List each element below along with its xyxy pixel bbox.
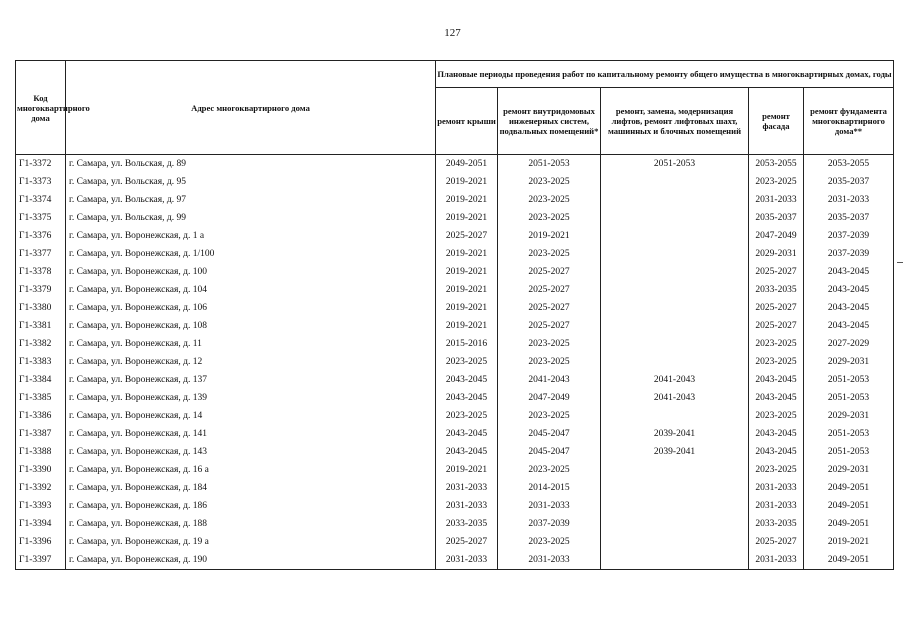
cell-address: г. Самара, ул. Воронежская, д. 16 а — [66, 461, 436, 479]
page-number: 127 — [444, 27, 461, 39]
cell-engineering: 2023-2025 — [498, 533, 601, 551]
cell-foundation: 2029-2031 — [804, 407, 894, 425]
cell-engineering: 2023-2025 — [498, 461, 601, 479]
cell-roof: 2025-2027 — [436, 533, 498, 551]
cell-foundation: 2037-2039 — [804, 245, 894, 263]
table-row — [16, 281, 894, 299]
cell-address: г. Самара, ул. Вольская, д. 97 — [66, 191, 436, 209]
table-row — [16, 353, 894, 371]
cell-address: г. Самара, ул. Воронежская, д. 14 — [66, 407, 436, 425]
cell-foundation: 2037-2039 — [804, 227, 894, 245]
cell-elevators — [601, 191, 749, 209]
cell-engineering: 2025-2027 — [498, 263, 601, 281]
cell-foundation: 2053-2055 — [804, 155, 894, 174]
cell-engineering: 2023-2025 — [498, 209, 601, 227]
cell-code: Г1-3397 — [16, 551, 66, 570]
cell-address: г. Самара, ул. Воронежская, д. 104 — [66, 281, 436, 299]
table-row — [16, 173, 894, 191]
cell-code: Г1-3385 — [16, 389, 66, 407]
table-row — [16, 425, 894, 443]
cell-address: г. Самара, ул. Воронежская, д. 1/100 — [66, 245, 436, 263]
cell-roof: 2019-2021 — [436, 209, 498, 227]
cell-engineering: 2025-2027 — [498, 317, 601, 335]
cell-elevators — [601, 551, 749, 570]
cell-code: Г1-3378 — [16, 263, 66, 281]
cell-foundation: 2019-2021 — [804, 533, 894, 551]
cell-facade: 2025-2027 — [749, 533, 804, 551]
cell-roof: 2019-2021 — [436, 263, 498, 281]
cell-engineering: 2045-2047 — [498, 443, 601, 461]
cell-roof: 2019-2021 — [436, 317, 498, 335]
cell-facade: 2033-2035 — [749, 515, 804, 533]
cell-engineering: 2051-2053 — [498, 155, 601, 174]
cell-code: Г1-3372 — [16, 155, 66, 174]
cell-engineering: 2023-2025 — [498, 191, 601, 209]
cell-code: Г1-3394 — [16, 515, 66, 533]
cell-roof: 2031-2033 — [436, 551, 498, 570]
cell-elevators: 2041-2043 — [601, 371, 749, 389]
table-row — [16, 407, 894, 425]
table-row — [16, 317, 894, 335]
cell-roof: 2033-2035 — [436, 515, 498, 533]
table-row — [16, 515, 894, 533]
cell-facade: 2029-2031 — [749, 245, 804, 263]
cell-elevators: 2039-2041 — [601, 425, 749, 443]
table-row — [16, 533, 894, 551]
cell-roof: 2043-2045 — [436, 389, 498, 407]
table-row — [16, 227, 894, 245]
table-row — [16, 551, 894, 570]
cell-engineering: 2023-2025 — [498, 353, 601, 371]
cell-engineering: 2047-2049 — [498, 389, 601, 407]
cell-address: г. Самара, ул. Воронежская, д. 143 — [66, 443, 436, 461]
cell-facade: 2043-2045 — [749, 389, 804, 407]
cell-engineering: 2031-2033 — [498, 551, 601, 570]
table-row — [16, 497, 894, 515]
cell-elevators — [601, 209, 749, 227]
cell-address: г. Самара, ул. Вольская, д. 99 — [66, 209, 436, 227]
header-elevators: ремонт, замена, модернизация лифтов, ремонт лифтовых шахт, машинных и блочных помещений — [601, 88, 749, 155]
cell-foundation: 2051-2053 — [804, 389, 894, 407]
cell-code: Г1-3388 — [16, 443, 66, 461]
cell-elevators — [601, 407, 749, 425]
cell-elevators — [601, 281, 749, 299]
cell-engineering: 2041-2043 — [498, 371, 601, 389]
cell-address: г. Самара, ул. Воронежская, д. 1 а — [66, 227, 436, 245]
table-row — [16, 371, 894, 389]
table-row — [16, 191, 894, 209]
cell-address: г. Самара, ул. Воронежская, д. 108 — [66, 317, 436, 335]
cell-foundation: 2043-2045 — [804, 299, 894, 317]
cell-facade: 2031-2033 — [749, 551, 804, 570]
cell-roof: 2019-2021 — [436, 245, 498, 263]
cell-code: Г1-3382 — [16, 335, 66, 353]
cell-elevators — [601, 533, 749, 551]
cell-code: Г1-3374 — [16, 191, 66, 209]
cell-roof: 2031-2033 — [436, 479, 498, 497]
cell-code: Г1-3383 — [16, 353, 66, 371]
cell-code: Г1-3386 — [16, 407, 66, 425]
cell-roof: 2015-2016 — [436, 335, 498, 353]
cell-roof: 2025-2027 — [436, 227, 498, 245]
cell-foundation: 2051-2053 — [804, 371, 894, 389]
cell-engineering: 2023-2025 — [498, 245, 601, 263]
cell-engineering: 2019-2021 — [498, 227, 601, 245]
cell-code: Г1-3384 — [16, 371, 66, 389]
cell-elevators — [601, 299, 749, 317]
cell-facade: 2025-2027 — [749, 299, 804, 317]
header-code: Код многоквартирного дома — [16, 61, 66, 155]
cell-elevators — [601, 497, 749, 515]
cell-engineering: 2045-2047 — [498, 425, 601, 443]
cell-elevators — [601, 515, 749, 533]
cell-code: Г1-3390 — [16, 461, 66, 479]
cell-facade: 2053-2055 — [749, 155, 804, 174]
cell-address: г. Самара, ул. Воронежская, д. 19 а — [66, 533, 436, 551]
margin-mark — [897, 262, 903, 263]
cell-facade: 2023-2025 — [749, 353, 804, 371]
cell-facade: 2023-2025 — [749, 407, 804, 425]
table-row — [16, 155, 894, 174]
cell-facade: 2031-2033 — [749, 479, 804, 497]
cell-code: Г1-3373 — [16, 173, 66, 191]
table-row — [16, 299, 894, 317]
cell-facade: 2043-2045 — [749, 425, 804, 443]
cell-roof: 2043-2045 — [436, 425, 498, 443]
cell-facade: 2023-2025 — [749, 173, 804, 191]
table-row — [16, 263, 894, 281]
cell-foundation: 2049-2051 — [804, 497, 894, 515]
table-row — [16, 389, 894, 407]
cell-elevators — [601, 263, 749, 281]
cell-code: Г1-3375 — [16, 209, 66, 227]
cell-address: г. Самара, ул. Воронежская, д. 100 — [66, 263, 436, 281]
cell-facade: 2025-2027 — [749, 317, 804, 335]
cell-code: Г1-3377 — [16, 245, 66, 263]
repair-schedule-table — [15, 60, 894, 570]
cell-facade: 2031-2033 — [749, 191, 804, 209]
cell-code: Г1-3379 — [16, 281, 66, 299]
cell-foundation: 2035-2037 — [804, 173, 894, 191]
table-row — [16, 461, 894, 479]
cell-roof: 2043-2045 — [436, 443, 498, 461]
cell-foundation: 2043-2045 — [804, 281, 894, 299]
cell-engineering: 2023-2025 — [498, 173, 601, 191]
cell-code: Г1-3380 — [16, 299, 66, 317]
cell-code: Г1-3376 — [16, 227, 66, 245]
cell-engineering: 2025-2027 — [498, 299, 601, 317]
cell-address: г. Самара, ул. Воронежская, д. 188 — [66, 515, 436, 533]
cell-roof: 2023-2025 — [436, 407, 498, 425]
cell-foundation: 2049-2051 — [804, 479, 894, 497]
cell-facade: 2031-2033 — [749, 497, 804, 515]
cell-address: г. Самара, ул. Воронежская, д. 139 — [66, 389, 436, 407]
table-header — [16, 61, 894, 155]
cell-elevators: 2051-2053 — [601, 155, 749, 174]
cell-engineering: 2031-2033 — [498, 497, 601, 515]
header-periods-group: Плановые периоды проведения работ по капитальному ремонту общего имущества в многоквартирных домах, годы — [436, 61, 894, 88]
header-address: Адрес многоквартирного дома — [66, 61, 436, 155]
cell-elevators — [601, 317, 749, 335]
cell-engineering: 2025-2027 — [498, 281, 601, 299]
table-row — [16, 479, 894, 497]
cell-facade: 2035-2037 — [749, 209, 804, 227]
cell-foundation: 2051-2053 — [804, 425, 894, 443]
cell-facade: 2023-2025 — [749, 461, 804, 479]
cell-elevators — [601, 461, 749, 479]
cell-code: Г1-3381 — [16, 317, 66, 335]
cell-roof: 2019-2021 — [436, 461, 498, 479]
header-foundation: ремонт фундамента многоквартирного дома** — [804, 88, 894, 155]
table-row — [16, 335, 894, 353]
cell-address: г. Самара, ул. Вольская, д. 89 — [66, 155, 436, 174]
cell-foundation: 2049-2051 — [804, 551, 894, 570]
cell-facade: 2023-2025 — [749, 335, 804, 353]
cell-elevators — [601, 353, 749, 371]
cell-code: Г1-3387 — [16, 425, 66, 443]
cell-address: г. Самара, ул. Воронежская, д. 106 — [66, 299, 436, 317]
cell-facade: 2025-2027 — [749, 263, 804, 281]
cell-elevators — [601, 245, 749, 263]
header-engineering: ремонт внутридомовых инженерных систем, подвальных помещений* — [498, 88, 601, 155]
cell-foundation: 2029-2031 — [804, 353, 894, 371]
cell-address: г. Самара, ул. Воронежская, д. 184 — [66, 479, 436, 497]
cell-roof: 2031-2033 — [436, 497, 498, 515]
cell-roof: 2019-2021 — [436, 191, 498, 209]
cell-roof: 2023-2025 — [436, 353, 498, 371]
table-row — [16, 245, 894, 263]
cell-foundation: 2043-2045 — [804, 317, 894, 335]
cell-elevators: 2039-2041 — [601, 443, 749, 461]
cell-address: г. Самара, ул. Воронежская, д. 11 — [66, 335, 436, 353]
cell-foundation: 2029-2031 — [804, 461, 894, 479]
cell-foundation: 2031-2033 — [804, 191, 894, 209]
cell-facade: 2033-2035 — [749, 281, 804, 299]
cell-roof: 2049-2051 — [436, 155, 498, 174]
cell-roof: 2019-2021 — [436, 173, 498, 191]
cell-address: г. Самара, ул. Воронежская, д. 186 — [66, 497, 436, 515]
cell-address: г. Самара, ул. Вольская, д. 95 — [66, 173, 436, 191]
table-row — [16, 443, 894, 461]
cell-roof: 2019-2021 — [436, 299, 498, 317]
cell-facade: 2047-2049 — [749, 227, 804, 245]
cell-facade: 2043-2045 — [749, 443, 804, 461]
cell-engineering: 2023-2025 — [498, 335, 601, 353]
cell-elevators — [601, 227, 749, 245]
cell-elevators — [601, 335, 749, 353]
cell-engineering: 2037-2039 — [498, 515, 601, 533]
cell-engineering: 2023-2025 — [498, 407, 601, 425]
cell-facade: 2043-2045 — [749, 371, 804, 389]
cell-address: г. Самара, ул. Воронежская, д. 137 — [66, 371, 436, 389]
cell-elevators — [601, 479, 749, 497]
cell-code: Г1-3393 — [16, 497, 66, 515]
cell-address: г. Самара, ул. Воронежская, д. 12 — [66, 353, 436, 371]
header-roof: ремонт крыши — [436, 88, 498, 155]
cell-roof: 2019-2021 — [436, 281, 498, 299]
cell-elevators — [601, 173, 749, 191]
cell-engineering: 2014-2015 — [498, 479, 601, 497]
cell-address: г. Самара, ул. Воронежская, д. 190 — [66, 551, 436, 570]
cell-foundation: 2049-2051 — [804, 515, 894, 533]
cell-foundation: 2027-2029 — [804, 335, 894, 353]
cell-foundation: 2043-2045 — [804, 263, 894, 281]
cell-foundation: 2051-2053 — [804, 443, 894, 461]
cell-code: Г1-3392 — [16, 479, 66, 497]
cell-address: г. Самара, ул. Воронежская, д. 141 — [66, 425, 436, 443]
cell-elevators: 2041-2043 — [601, 389, 749, 407]
cell-roof: 2043-2045 — [436, 371, 498, 389]
cell-code: Г1-3396 — [16, 533, 66, 551]
cell-foundation: 2035-2037 — [804, 209, 894, 227]
header-facade: ремонт фасада — [749, 88, 804, 155]
table-row — [16, 209, 894, 227]
table-body — [16, 155, 894, 570]
